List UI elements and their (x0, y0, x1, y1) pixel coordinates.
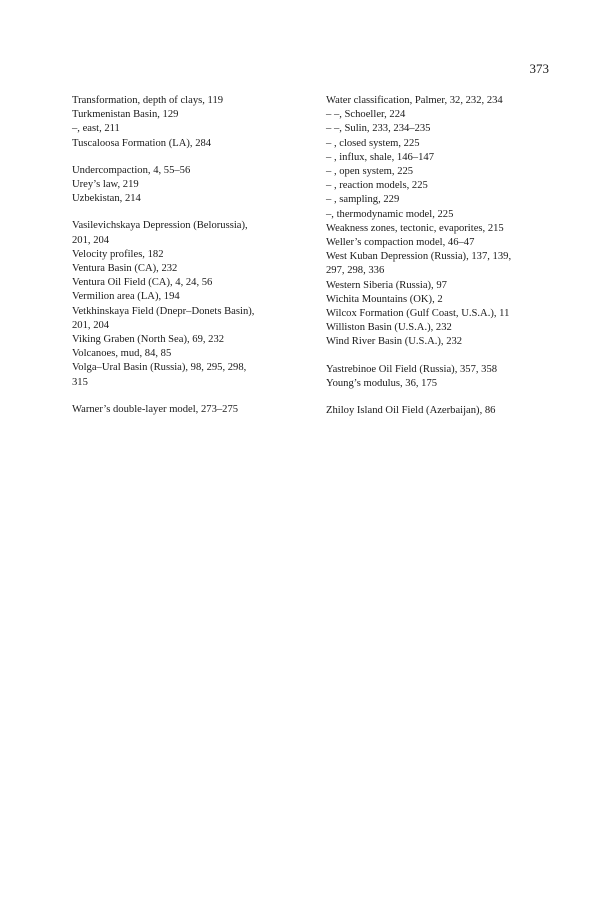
page-number: 373 (529, 61, 549, 76)
index-entry-text: Vermilion area (LA), 194 (72, 291, 180, 303)
index-entry (72, 290, 308, 304)
index-entry-text: – , influx, shale, 146–147 (326, 151, 434, 163)
index-entry (326, 122, 554, 136)
index-entry (72, 333, 308, 347)
index-entry-text: Water classification, Palmer, 32, 232, 234 (326, 95, 503, 106)
index-entry (326, 193, 554, 207)
index-entry-text: West Kuban Depression (Russia), 137, 139, (326, 251, 512, 263)
index-entry (72, 403, 308, 417)
index-column-right (326, 94, 554, 431)
index-entry (326, 108, 554, 122)
index-column-left (72, 94, 308, 430)
index-entry-continuation: 201, 204 (72, 234, 110, 246)
index-letter-group (72, 403, 308, 417)
index-letter-group (72, 219, 308, 389)
index-entry (326, 165, 554, 179)
index-entry (72, 276, 308, 290)
index-entry (326, 137, 554, 151)
index-entry (326, 94, 554, 108)
index-entry-text: Vasilevichskaya Depression (Belorussia), (72, 220, 248, 232)
index-entry (326, 321, 554, 335)
index-entry (326, 377, 554, 391)
index-entry-text: Wind River Basin (U.S.A.), 232 (326, 336, 463, 348)
index-entry-text: Viking Graben (North Sea), 69, 232 (72, 334, 225, 346)
index-entry-text: Transformation, depth of clays, 119 (72, 95, 224, 106)
index-entry (72, 361, 308, 389)
index-entry (326, 208, 554, 222)
index-entry-text: Yastrebinoe Oil Field (Russia), 357, 358 (326, 363, 498, 375)
index-entry (72, 137, 308, 151)
index-entry-text: Ventura Basin (CA), 232 (72, 263, 178, 275)
index-entry-text: Urey’s law, 219 (72, 179, 139, 191)
index-entry-text: Wichita Mountains (OK), 2 (326, 293, 443, 305)
index-entry-text: – , open system, 225 (326, 166, 414, 178)
index-entry-text: Zhiloy Island Oil Field (Azerbaijan), 86 (326, 405, 496, 417)
index-letter-group (72, 164, 308, 207)
index-entry-text: – , sampling, 229 (326, 194, 400, 206)
index-entry (326, 404, 554, 418)
index-entry (326, 179, 554, 193)
index-entry-text: Weakness zones, tectonic, evaporites, 215 (326, 222, 504, 234)
index-entry (326, 250, 554, 278)
index-entry-text: Volga–Ural Basin (Russia), 98, 295, 298, (72, 362, 247, 374)
index-entry-text: Uzbekistan, 214 (72, 193, 141, 205)
index-entry-continuation: 297, 298, 336 (326, 265, 385, 277)
index-entry (326, 363, 554, 377)
index-entry-text: Tuscaloosa Formation (LA), 284 (72, 137, 212, 149)
index-entry (326, 236, 554, 250)
index-entry-text: –, east, 211 (72, 123, 120, 135)
index-entry-text: Wilcox Formation (Gulf Coast, U.S.A.), 11 (326, 308, 510, 320)
index-entry-text: – –, Sulin, 233, 234–235 (326, 123, 431, 135)
index-entry (72, 219, 308, 247)
index-entry-continuation: 201, 204 (72, 319, 110, 331)
index-entry-text: –, thermodynamic model, 225 (326, 208, 454, 220)
index-entry-text: Velocity profiles, 182 (72, 248, 164, 260)
index-entry-text: Turkmenistan Basin, 129 (72, 109, 179, 121)
index-letter-group (326, 404, 554, 418)
index-entry (72, 248, 308, 262)
index-entry-text: – , closed system, 225 (326, 137, 420, 149)
index-entry (326, 307, 554, 321)
index-entry (72, 122, 308, 136)
index-entry-text: Western Siberia (Russia), 97 (326, 279, 447, 291)
index-entry-text: – , reaction models, 225 (326, 180, 428, 192)
index-letter-group (326, 94, 554, 350)
index-entry (326, 279, 554, 293)
index-entry (72, 347, 308, 361)
index-entry-text: – –, Schoeller, 224 (326, 109, 406, 121)
index-entry-text: Volcanoes, mud, 84, 85 (72, 348, 172, 360)
index-entry (326, 222, 554, 236)
index-entry (326, 293, 554, 307)
index-entry (72, 262, 308, 276)
index-entry-text: Ventura Oil Field (CA), 4, 24, 56 (72, 277, 213, 289)
index-entry-text: Undercompaction, 4, 55–56 (72, 164, 191, 176)
index-entry-text: Warner’s double-layer model, 273–275 (72, 403, 239, 415)
index-entry-text: Vetkhinskaya Field (Dnepr–Donets Basin), (72, 305, 255, 317)
index-entry-text: Young’s modulus, 36, 175 (326, 377, 438, 389)
index-entry (72, 192, 308, 206)
index-entry (72, 178, 308, 192)
index-entry-text: Weller’s compaction model, 46–47 (326, 237, 475, 249)
index-entry-continuation: 315 (72, 376, 88, 388)
index-entry (72, 108, 308, 122)
index-letter-group (326, 363, 554, 391)
index-entry (72, 164, 308, 178)
index-entry (72, 94, 308, 108)
index-entry-text: Williston Basin (U.S.A.), 232 (326, 322, 452, 334)
index-entry (326, 335, 554, 349)
index-entry (326, 151, 554, 165)
index-letter-group (72, 94, 308, 151)
index-entry (72, 305, 308, 333)
